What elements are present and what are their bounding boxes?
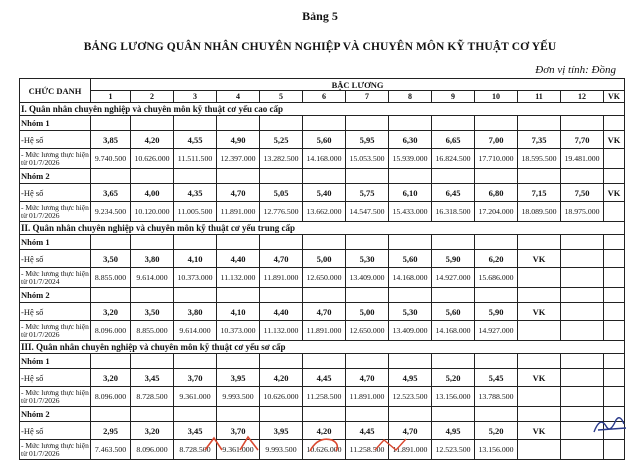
salary-row [20,387,625,407]
coefficient-cell: 5,60 [389,250,432,268]
salary-cell: 12.650.000 [303,268,346,288]
salary-cell: 8.096.000 [91,387,131,407]
empty-cell [91,354,131,369]
coefficient-label: -Hệ số [20,422,91,440]
empty-cell [131,407,174,422]
salary-cell: 9.234.500 [91,202,131,222]
coefficient-cell: 4,10 [174,250,217,268]
coefficient-cell: 6,80 [475,184,518,202]
empty-cell [432,116,475,131]
group-row [20,116,625,131]
section-row [20,222,625,235]
empty-cell [131,169,174,184]
salary-cell: 11.132.000 [217,268,260,288]
salary-cell: 18.089.500 [518,202,561,222]
salary-cell: 10.120.000 [131,202,174,222]
section-title: I. Quân nhân chuyên nghiệp và chuyên môn kỹ thuật cơ yếu cao cấp [20,103,625,116]
salary-cell: 8.096.000 [131,440,174,460]
coefficient-cell: 7,70 [561,131,604,149]
coefficient-cell: 6,65 [432,131,475,149]
empty-cell [475,116,518,131]
empty-cell [604,235,625,250]
salary-cell [518,268,561,288]
coefficient-cell: 4,40 [217,250,260,268]
salary-cell: 13.409.000 [346,268,389,288]
salary-cell: 8.855.000 [91,268,131,288]
empty-cell [303,288,346,303]
salary-cell: 9.993.500 [260,440,303,460]
salary-cell: 12.776.500 [260,202,303,222]
signature-icon [590,412,630,436]
empty-cell [389,235,432,250]
coefficient-cell: 7,35 [518,131,561,149]
coefficient-cell: 5,20 [432,369,475,387]
empty-cell [604,288,625,303]
coefficient-cell: VK [518,303,561,321]
coefficient-cell: 3,95 [260,422,303,440]
coefficient-cell: 4,70 [260,250,303,268]
empty-cell [303,407,346,422]
grade-number-9: 9 [432,91,475,103]
section-row [20,341,625,354]
grade-number-11: 11 [518,91,561,103]
salary-cell: 9.993.500 [217,387,260,407]
grade-number-10: 10 [475,91,518,103]
coefficient-cell: 2,95 [91,422,131,440]
coefficient-cell: 5,90 [475,303,518,321]
coefficient-cell: 3,50 [131,303,174,321]
coefficient-cell [604,250,625,268]
salary-table [19,78,625,460]
empty-cell [475,354,518,369]
coefficient-cell: VK [518,250,561,268]
empty-cell [346,116,389,131]
empty-cell [604,354,625,369]
empty-cell [217,354,260,369]
table-body [20,103,625,460]
coefficient-cell: 6,10 [389,184,432,202]
section-title: II. Quân nhân chuyên nghiệp và chuyên môn kỹ thuật cơ yếu trung cấp [20,222,625,235]
salary-cell: 11.891.000 [217,202,260,222]
empty-cell [260,407,303,422]
coefficient-cell: 4,10 [217,303,260,321]
empty-cell [303,116,346,131]
salary-cell: 8.728.500 [174,440,217,460]
coefficient-cell: 4,90 [217,131,260,149]
salary-cell: 11.891.000 [303,321,346,341]
empty-cell [260,354,303,369]
empty-cell [91,288,131,303]
coefficient-cell: 7,00 [475,131,518,149]
salary-cell: 11.891.000 [260,268,303,288]
salary-cell [604,202,625,222]
coefficient-label: -Hệ số [20,369,91,387]
coefficient-cell: 4,70 [217,184,260,202]
coefficient-cell: 5,90 [432,250,475,268]
coefficient-cell: VK [604,184,625,202]
salary-row [20,149,625,169]
empty-cell [561,235,604,250]
coefficient-cell: VK [604,131,625,149]
salary-cell [604,268,625,288]
empty-cell [432,288,475,303]
salary-label: - Mức lương thực hiện từ 01/7/2026 [21,202,89,220]
coefficient-cell: 5,30 [346,250,389,268]
coefficient-cell: 5,75 [346,184,389,202]
salary-cell: 13.156.000 [432,387,475,407]
empty-cell [91,116,131,131]
coefficient-cell: 5,05 [260,184,303,202]
empty-cell [174,116,217,131]
coefficient-cell [561,303,604,321]
empty-cell [217,407,260,422]
coefficient-cell: 4,20 [260,369,303,387]
empty-cell [303,235,346,250]
coefficient-cell: 5,60 [432,303,475,321]
coefficient-cell: 3,20 [131,422,174,440]
coefficient-cell: 3,80 [131,250,174,268]
salary-cell: 12.523.500 [389,387,432,407]
salary-cell: 8.096.000 [91,321,131,341]
salary-cell: 11.891.000 [389,440,432,460]
empty-cell [432,354,475,369]
empty-cell [91,407,131,422]
coefficient-cell: 3,65 [91,184,131,202]
header-numbers-row [20,91,625,103]
coefficient-cell: 3,70 [217,422,260,440]
salary-cell: 9.740.500 [91,149,131,169]
empty-cell [260,288,303,303]
empty-cell [346,235,389,250]
salary-cell: 11.005.500 [174,202,217,222]
grade-number-6: 6 [303,91,346,103]
section-title: III. Quân nhân chuyên nghiệp và chuyên môn kỹ thuật cơ yếu sơ cấp [20,341,625,354]
coefficient-label: -Hệ số [20,303,91,321]
coefficient-cell: 3,45 [174,422,217,440]
coefficient-row [20,303,625,321]
salary-cell: 8.728.500 [131,387,174,407]
grade-number-5: 5 [260,91,303,103]
empty-cell [518,116,561,131]
empty-cell [217,235,260,250]
empty-cell [389,407,432,422]
coefficient-cell: VK [518,422,561,440]
empty-cell [346,407,389,422]
group-name: Nhóm 1 [20,235,91,250]
coefficient-cell: 5,95 [346,131,389,149]
empty-cell [131,354,174,369]
salary-cell [561,321,604,341]
coefficient-cell: 3,70 [174,369,217,387]
coefficient-label: -Hệ số [20,250,91,268]
empty-cell [303,169,346,184]
salary-cell: 18.975.000 [561,202,604,222]
empty-cell [217,288,260,303]
group-name: Nhóm 2 [20,407,91,422]
salary-cell: 12.397.000 [217,149,260,169]
salary-row [20,321,625,341]
coefficient-cell [561,250,604,268]
salary-cell: 12.523.500 [432,440,475,460]
salary-cell [561,387,604,407]
salary-cell [561,440,604,460]
empty-cell [217,116,260,131]
salary-cell: 16.824.500 [432,149,475,169]
salary-cell: 11.511.500 [174,149,217,169]
coefficient-cell: 5,30 [389,303,432,321]
group-row [20,235,625,250]
grade-number-4: 4 [217,91,260,103]
coefficient-cell: 3,20 [91,369,131,387]
empty-cell [260,169,303,184]
salary-cell: 12.650.000 [346,321,389,341]
salary-cell: 15.939.000 [389,149,432,169]
salary-cell: 9.361.000 [217,440,260,460]
salary-cell: 10.373.000 [217,321,260,341]
coefficient-cell: 4,00 [131,184,174,202]
stamp-fragment-icon [200,434,430,452]
empty-cell [91,235,131,250]
coefficient-row [20,250,625,268]
salary-cell [518,440,561,460]
empty-cell [389,116,432,131]
empty-cell [217,169,260,184]
empty-cell [432,169,475,184]
empty-cell [389,354,432,369]
coefficient-cell: 5,25 [260,131,303,149]
salary-cell: 17.710.000 [475,149,518,169]
salary-cell: 13.409.000 [389,321,432,341]
grade-number-12: 12 [561,91,604,103]
empty-cell [518,169,561,184]
empty-cell [260,235,303,250]
salary-label: - Mức lương thực hiện từ 01/7/2026 [21,387,89,405]
section-row [20,103,625,116]
coefficient-cell: 4,45 [303,369,346,387]
salary-cell [604,387,625,407]
salary-cell: 11.132.000 [260,321,303,341]
group-name: Nhóm 2 [20,169,91,184]
table-title: BẢNG LƯƠNG QUÂN NHÂN CHUYÊN NGHIỆP VÀ CHUYÊN MÔN KỸ THUẬT CƠ YẾU [83,41,557,53]
empty-cell [475,288,518,303]
header-grades: BẬC LƯƠNG [91,79,625,91]
salary-cell: 17.204.000 [475,202,518,222]
empty-cell [389,169,432,184]
grade-number-13: VK [604,91,625,103]
empty-cell [604,116,625,131]
grade-number-1: 1 [91,91,131,103]
salary-cell: 19.481.000 [561,149,604,169]
coefficient-cell: 3,95 [217,369,260,387]
empty-cell [518,407,561,422]
salary-cell: 13.282.500 [260,149,303,169]
empty-cell [174,235,217,250]
salary-cell: 9.361.000 [174,387,217,407]
salary-cell [518,387,561,407]
empty-cell [432,407,475,422]
salary-cell: 13.156.000 [475,440,518,460]
coefficient-cell: 4,95 [432,422,475,440]
empty-cell [131,235,174,250]
empty-cell [561,354,604,369]
salary-cell: 14.168.000 [432,321,475,341]
salary-cell: 13.788.500 [475,387,518,407]
coefficient-cell: 4,20 [303,422,346,440]
salary-row [20,268,625,288]
salary-cell: 13.662.000 [303,202,346,222]
empty-cell [131,288,174,303]
empty-cell [131,116,174,131]
empty-cell [346,169,389,184]
coefficient-cell: 4,55 [174,131,217,149]
coefficient-cell: 3,50 [91,250,131,268]
salary-cell: 10.626.000 [303,440,346,460]
grade-number-7: 7 [346,91,389,103]
coefficient-cell [604,303,625,321]
coefficient-cell: 5,00 [303,250,346,268]
salary-cell: 16.318.500 [432,202,475,222]
coefficient-label: -Hệ số [20,184,91,202]
salary-cell: 7.463.500 [91,440,131,460]
coefficient-row [20,131,625,149]
coefficient-cell: 6,45 [432,184,475,202]
coefficient-cell: 4,70 [346,369,389,387]
grade-number-3: 3 [174,91,217,103]
empty-cell [174,288,217,303]
empty-cell [475,169,518,184]
empty-cell [389,288,432,303]
salary-cell: 15.433.000 [389,202,432,222]
group-name: Nhóm 2 [20,288,91,303]
salary-cell: 11.258.500 [303,387,346,407]
salary-cell [561,268,604,288]
empty-cell [561,169,604,184]
empty-cell [174,354,217,369]
coefficient-cell [561,369,604,387]
header-position: CHỨC DANH [20,79,91,103]
salary-cell: 15.686.000 [475,268,518,288]
empty-cell [475,407,518,422]
coefficient-cell: 7,50 [561,184,604,202]
salary-cell: 18.595.500 [518,149,561,169]
salary-label: - Mức lương thực hiện từ 01/7/2024 [21,268,89,286]
empty-cell [91,169,131,184]
salary-cell [604,440,625,460]
empty-cell [561,288,604,303]
salary-cell [604,321,625,341]
coefficient-cell: 4,95 [389,369,432,387]
salary-label: - Mức lương thực hiện từ 01/7/2026 [21,321,89,339]
coefficient-cell: 3,45 [131,369,174,387]
salary-label: - Mức lương thực hiện từ 01/7/2026 [21,149,89,167]
empty-cell [174,407,217,422]
coefficient-cell: 4,40 [260,303,303,321]
empty-cell [561,116,604,131]
salary-cell: 9.614.000 [174,321,217,341]
coefficient-cell: 4,70 [389,422,432,440]
empty-cell [346,288,389,303]
empty-cell [518,288,561,303]
empty-cell [518,235,561,250]
coefficient-cell: 3,80 [174,303,217,321]
group-row [20,407,625,422]
empty-cell [174,169,217,184]
salary-cell [518,321,561,341]
coefficient-cell: 5,40 [303,184,346,202]
coefficient-cell [604,369,625,387]
group-row [20,354,625,369]
empty-cell [604,169,625,184]
coefficient-label: -Hệ số [20,131,91,149]
coefficient-cell: 5,20 [475,422,518,440]
salary-label: - Mức lương thực hiện từ 01/7/2026 [21,440,89,458]
salary-cell: 11.258.500 [346,440,389,460]
coefficient-cell: 5,00 [346,303,389,321]
salary-row [20,202,625,222]
coefficient-cell: 5,60 [303,131,346,149]
salary-cell: 14.547.500 [346,202,389,222]
empty-cell [303,354,346,369]
salary-cell: 11.891.000 [346,387,389,407]
coefficient-cell: 4,45 [346,422,389,440]
coefficient-cell: 5,45 [475,369,518,387]
coefficient-cell: 4,35 [174,184,217,202]
group-name: Nhóm 1 [20,354,91,369]
coefficient-row [20,184,625,202]
empty-cell [260,116,303,131]
coefficient-row [20,369,625,387]
coefficient-cell: VK [518,369,561,387]
group-name: Nhóm 1 [20,116,91,131]
coefficient-cell: 3,20 [91,303,131,321]
salary-cell: 14.927.000 [432,268,475,288]
table-caption: Bảng 5 [302,9,338,23]
coefficient-cell: 6,30 [389,131,432,149]
salary-cell: 14.168.000 [389,268,432,288]
salary-cell: 10.626.000 [131,149,174,169]
empty-cell [432,235,475,250]
salary-cell: 10.373.000 [174,268,217,288]
salary-cell: 14.168.000 [303,149,346,169]
coefficient-cell: 6,20 [475,250,518,268]
salary-cell: 15.053.500 [346,149,389,169]
grade-number-8: 8 [389,91,432,103]
coefficient-cell: 4,70 [303,303,346,321]
empty-cell [475,235,518,250]
salary-cell [604,149,625,169]
salary-cell: 8.855.000 [131,321,174,341]
salary-cell: 10.626.000 [260,387,303,407]
coefficient-cell: 3,85 [91,131,131,149]
group-row [20,288,625,303]
empty-cell [346,354,389,369]
grade-number-2: 2 [131,91,174,103]
unit-note: Đơn vị tính: Đồng [535,64,616,76]
salary-cell: 14.927.000 [475,321,518,341]
coefficient-cell: 7,15 [518,184,561,202]
empty-cell [518,354,561,369]
salary-cell: 9.614.000 [131,268,174,288]
group-row [20,169,625,184]
coefficient-cell: 4,20 [131,131,174,149]
